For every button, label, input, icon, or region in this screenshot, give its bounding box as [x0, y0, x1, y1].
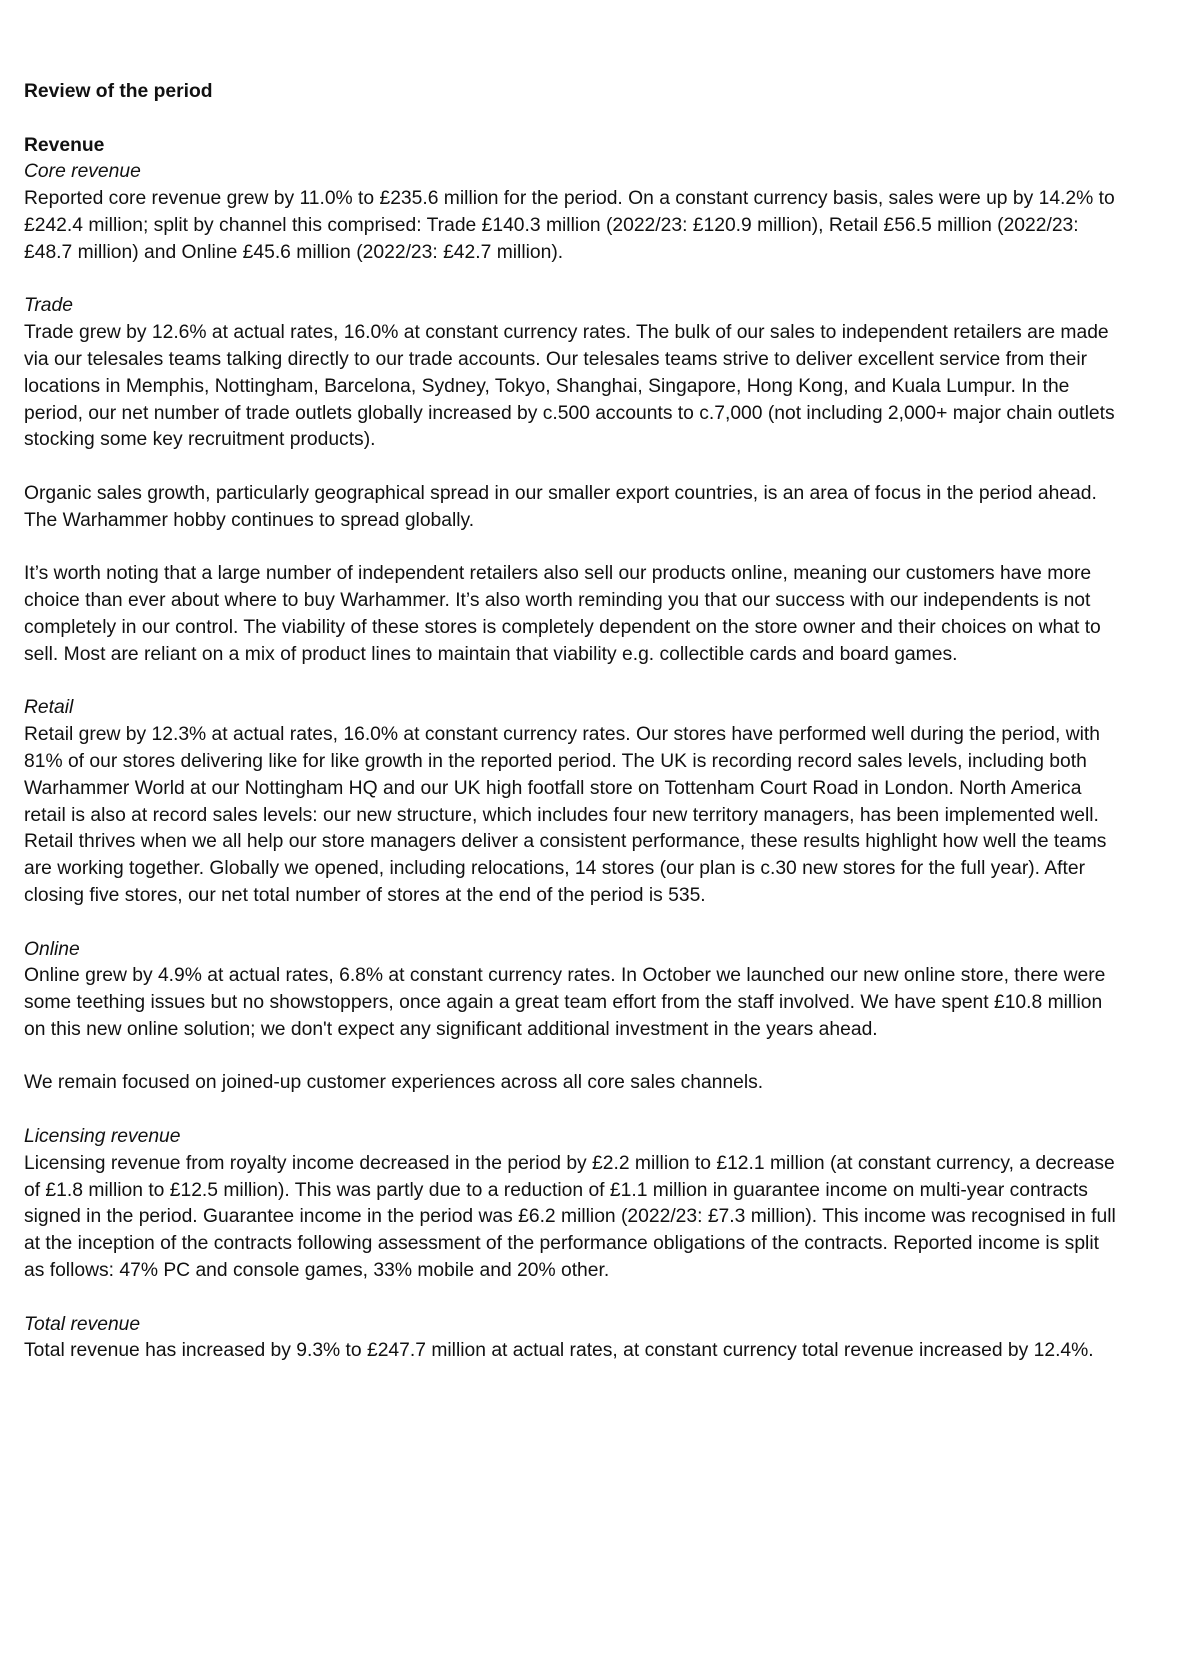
spacer: [24, 1285, 1124, 1312]
licensing-paragraph: Licensing revenue from royalty income decreased in the period by £2.2 million to £12.1 million (at constant currency, a decrease of £1.8 million to £12.5 million). This was partly due to a reduction of £1.1 million in guarantee income on multi-year contracts signed in the period. Guarantee income in the period was £6.2 million (2022/23: £7.3 million). This income was recognised in full at the inception of the contracts following assessment of the performance obligations of the contracts. Reported income is split as follows: 47% PC and console games, 33% mobile and 20% other.: [24, 1152, 1116, 1282]
total-revenue-paragraph: Total revenue has increased by 9.3% to £247.7 million at actual rates, at constant currency total revenue increased by 12.4%.: [24, 1340, 1094, 1362]
spacer: [24, 669, 1124, 696]
revenue-heading: Revenue: [24, 134, 105, 156]
core-revenue-paragraph: Reported core revenue grew by 11.0% to £235.6 million for the period. On a constant currency basis, sales were up by 14.2% to £242.4 million; split by channel this comprised: Trade £140.3 million (2022/23: £120.9 million), Retail £56.5 million (2022/23: £48.7 million) and Online £45.6 million (2022/23: £42.7 million).: [24, 188, 1115, 263]
retail-paragraph: Retail grew by 12.3% at actual rates, 16.0% at constant currency rates. Our stores have performed well during the period, with 81% of our stores delivering like for like growth in the reported period. The UK is recording record sales levels, including both Warhammer World at our Nottingham HQ and our UK high footfall store on Tottenham Court Road in London. North America retail is also at record sales levels: our new structure, which includes four new territory managers, has been implemented well. Retail thrives when we all help our store managers deliver a consistent performance, these results highlight how well the teams are working together. Globally we opened, including relocations, 14 stores (our plan is c.30 new stores for the full year). After closing five stores, our net total number of stores at the end of the period is 535.: [24, 724, 1107, 906]
online-paragraph-1: Online grew by 4.9% at actual rates, 6.8% at constant currency rates. In October we launched our new online store, there were some teething issues but no showstoppers, once again a great team effort from the staff involved. We have spent £10.8 million on this new online solution; we don't expect any significant additional investment in the years ahead.: [24, 965, 1106, 1040]
licensing-subheading: Licensing revenue: [24, 1126, 181, 1148]
online-paragraph-2: We remain focused on joined-up customer experiences across all core sales channels.: [24, 1072, 764, 1094]
document-page: [24, 79, 1124, 1365]
spacer: [24, 1097, 1124, 1124]
spacer: [24, 267, 1124, 294]
spacer: [24, 910, 1124, 937]
page-title: Review of the period: [24, 81, 213, 102]
trade-subheading: Trade: [24, 295, 73, 317]
trade-paragraph-2: Organic sales growth, particularly geographical spread in our smaller export countries, is an area of focus in the period ahead. The Warhammer hobby continues to spread globally.: [24, 482, 1097, 531]
spacer: [24, 106, 1124, 133]
core-revenue-subheading: Core revenue: [24, 161, 141, 183]
total-revenue-subheading: Total revenue: [24, 1313, 141, 1335]
online-subheading: Online: [24, 938, 80, 960]
spacer: [24, 535, 1124, 562]
spacer: [24, 454, 1124, 481]
retail-subheading: Retail: [24, 697, 74, 719]
trade-paragraph-1: Trade grew by 12.6% at actual rates, 16.0% at constant currency rates. The bulk of our sales to independent retailers are made via our telesales teams talking directly to our trade accounts. Our telesales teams strive to deliver excellent service from their locations in Memphis, Nottingham, Barcelona, Sydney, Tokyo, Shanghai, Singapore, Hong Kong, and Kuala Lumpur. In the period, our net number of trade outlets globally increased by c.500 accounts to c.7,000 (not including 2,000+ major chain outlets stocking some key recruitment products).: [24, 322, 1115, 451]
trade-paragraph-3: It’s worth noting that a large number of independent retailers also sell our products online, meaning our customers have more choice than ever about where to buy Warhammer. It’s also worth reminding you that our success with our independents is not completely in our control. The viability of these stores is completely dependent on the store owner and their choices on what to sell. Most are reliant on a mix of product lines to maintain that viability e.g. collectible cards and board games.: [24, 563, 1101, 665]
spacer: [24, 1044, 1124, 1071]
